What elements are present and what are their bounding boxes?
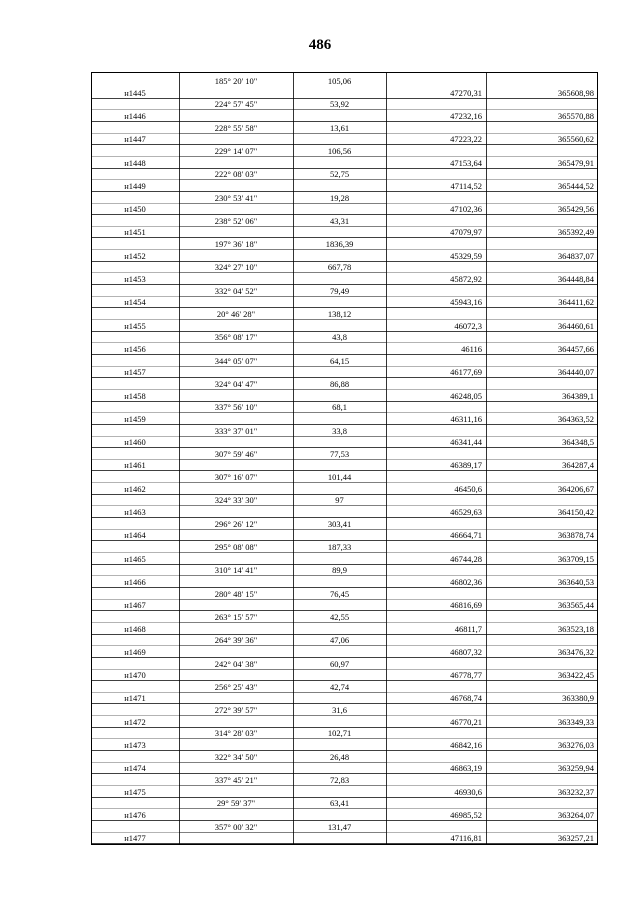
point-x-coordinate: 47114,52 (450, 180, 482, 191)
point-y-coordinate: 363257,21 (557, 833, 594, 844)
segment-distance: 53,92 (329, 99, 350, 110)
point-x-coordinate: 46389,17 (450, 460, 482, 471)
point-y-coordinate: 363259,94 (557, 763, 594, 774)
segment-distance: 43,31 (329, 215, 350, 226)
point-x-coordinate: 47232,16 (450, 110, 482, 121)
segment-angle: 230° 53' 41" (214, 192, 258, 203)
point-x-coordinate: 46450,6 (454, 483, 482, 494)
segment-distance: 106,56 (327, 145, 352, 156)
segment-distance: 101,44 (327, 472, 352, 483)
segment-distance: 72,83 (329, 775, 350, 785)
point-y-coordinate: 363640,53 (557, 576, 594, 587)
segment-distance: 303,41 (327, 518, 352, 529)
segment-distance: 60,97 (329, 658, 350, 669)
segment-distance: 102,71 (327, 728, 352, 739)
segment-distance: 138,12 (327, 309, 352, 319)
page-number: 486 (308, 37, 332, 53)
segment-angle: 295° 08' 08" (214, 542, 258, 552)
point-name: н1468 (124, 623, 146, 634)
segment-distance: 89,9 (332, 565, 347, 576)
point-x-coordinate: 47102,36 (450, 204, 482, 215)
point-name: н1459 (124, 413, 146, 424)
segment-distance: 47,06 (329, 635, 350, 646)
point-x-coordinate: 46768,74 (450, 693, 482, 704)
segment-distance: 43,8 (332, 332, 347, 343)
point-x-coordinate: 46985,52 (450, 809, 482, 820)
segment-angle: 229° 14' 07" (214, 145, 258, 156)
segment-angle: 224° 57' 45" (214, 99, 258, 110)
coordinate-table (91, 72, 598, 845)
point-name: н1470 (124, 670, 146, 681)
point-x-coordinate: 47270,31 (450, 87, 482, 98)
point-y-coordinate: 363523,18 (557, 623, 594, 634)
point-x-coordinate: 46807,32 (450, 646, 482, 657)
segment-angle: 333° 37' 01" (214, 425, 258, 436)
point-x-coordinate: 47153,64 (450, 157, 482, 168)
point-name: н1467 (124, 600, 146, 611)
point-y-coordinate: 364448,84 (557, 274, 594, 285)
segment-distance: 667,78 (327, 262, 352, 273)
point-x-coordinate: 46248,05 (450, 390, 482, 401)
point-y-coordinate: 364460,61 (557, 320, 594, 331)
point-name: н1457 (124, 367, 146, 378)
point-name: н1454 (124, 297, 146, 308)
point-x-coordinate: 46529,63 (450, 507, 482, 518)
segment-distance: 52,75 (329, 169, 350, 180)
point-name: н1462 (124, 483, 146, 494)
point-y-coordinate: 365429,56 (557, 204, 594, 215)
point-y-coordinate: 365479,91 (557, 157, 594, 168)
point-y-coordinate: 363276,03 (557, 740, 594, 751)
point-y-coordinate: 364457,66 (557, 343, 594, 354)
segment-distance: 1836,39 (325, 239, 354, 250)
point-name: н1460 (124, 437, 146, 448)
point-y-coordinate: 364348,5 (562, 437, 594, 448)
segment-angle: 307° 16' 07" (214, 472, 258, 483)
segment-angle: 357° 00' 32" (214, 821, 258, 832)
segment-distance: 76,45 (329, 588, 350, 599)
segment-angle: 324° 27' 10" (214, 262, 258, 273)
segment-angle: 337° 56' 10" (214, 402, 258, 413)
point-x-coordinate: 46842,16 (450, 740, 482, 751)
segment-distance: 42,74 (329, 681, 350, 692)
point-x-coordinate: 46930,6 (454, 786, 482, 797)
point-y-coordinate: 364206,67 (557, 483, 594, 494)
point-x-coordinate: 47116,81 (450, 833, 482, 844)
segment-distance: 86,88 (329, 378, 350, 389)
point-y-coordinate: 364150,42 (557, 507, 594, 518)
point-y-coordinate: 364440,07 (557, 367, 594, 378)
segment-distance: 105,06 (327, 76, 352, 86)
segment-distance: 42,55 (329, 611, 350, 622)
point-name: н1451 (124, 227, 146, 238)
point-name: н1456 (124, 343, 146, 354)
segment-distance: 97 (335, 495, 344, 506)
point-y-coordinate: 365570,88 (557, 110, 594, 121)
segment-angle: 332° 04' 52" (214, 285, 258, 296)
point-name: н1464 (124, 530, 146, 541)
point-name: н1449 (124, 180, 146, 191)
segment-angle: 29° 59' 37" (216, 798, 256, 809)
segment-distance: 79,49 (329, 285, 350, 296)
point-name: н1473 (124, 740, 146, 751)
point-name: н1450 (124, 204, 146, 215)
segment-distance: 131,47 (327, 821, 352, 832)
segment-angle: 197° 36' 18" (214, 239, 258, 250)
segment-angle: 256° 25' 43" (214, 681, 258, 692)
point-x-coordinate: 46802,36 (450, 576, 482, 587)
point-name: н1472 (124, 716, 146, 727)
point-x-coordinate: 46811,7 (454, 623, 482, 634)
point-y-coordinate: 363476,32 (557, 646, 594, 657)
segment-angle: 264° 39' 36" (214, 635, 258, 646)
point-y-coordinate: 363878,74 (557, 530, 594, 541)
point-x-coordinate: 45329,59 (450, 250, 482, 261)
point-y-coordinate: 365444,52 (557, 180, 594, 191)
segment-distance: 63,41 (329, 798, 350, 809)
point-y-coordinate: 363264,07 (557, 809, 594, 820)
segment-angle: 242° 04' 38" (214, 658, 258, 669)
segment-angle: 344° 05' 07" (214, 355, 258, 366)
segment-angle: 272° 39' 57" (214, 705, 258, 716)
point-name: н1476 (124, 809, 146, 820)
segment-angle: 337° 45' 21" (214, 775, 258, 785)
point-x-coordinate: 45943,16 (450, 297, 482, 308)
segment-angle: 310° 14' 41" (214, 565, 258, 576)
point-y-coordinate: 363565,44 (557, 600, 594, 611)
point-name: н1447 (124, 134, 146, 145)
point-name: н1445 (124, 87, 146, 98)
segment-angle: 263° 15' 57" (214, 611, 258, 622)
segment-distance: 187,33 (327, 542, 352, 552)
segment-angle: 314° 28' 03" (214, 728, 258, 739)
point-y-coordinate: 364287,4 (562, 460, 594, 471)
segment-angle: 307° 59' 46" (214, 448, 258, 459)
segment-angle: 356° 08' 17" (214, 332, 258, 343)
point-y-coordinate: 363232,37 (557, 786, 594, 797)
segment-angle: 20° 46' 28" (216, 309, 256, 319)
segment-distance: 68,1 (332, 402, 347, 413)
point-y-coordinate: 363422,45 (557, 670, 594, 681)
point-x-coordinate: 46177,69 (450, 367, 482, 378)
point-x-coordinate: 46816,69 (450, 600, 482, 611)
segment-angle: 296° 26' 12" (214, 518, 258, 529)
point-y-coordinate: 363349,33 (557, 716, 594, 727)
point-name: н1448 (124, 157, 146, 168)
segment-angle: 185° 20' 10" (214, 76, 258, 86)
point-name: н1453 (124, 274, 146, 285)
point-y-coordinate: 365608,98 (557, 87, 594, 98)
segment-angle: 324° 04' 47" (214, 378, 258, 389)
point-y-coordinate: 364411,62 (558, 297, 594, 308)
point-name: н1461 (124, 460, 146, 471)
segment-distance: 64,15 (329, 355, 350, 366)
point-y-coordinate: 365392,49 (557, 227, 594, 238)
segment-distance: 13,61 (329, 122, 350, 133)
point-y-coordinate: 363709,15 (557, 553, 594, 564)
point-x-coordinate: 46116 (461, 343, 482, 354)
segment-distance: 26,48 (329, 751, 350, 762)
segment-angle: 238° 52' 06" (214, 215, 258, 226)
segment-angle: 324° 33' 30" (214, 495, 258, 506)
point-name: н1477 (124, 833, 146, 844)
point-x-coordinate: 45872,92 (450, 274, 482, 285)
point-y-coordinate: 364363,52 (557, 413, 594, 424)
point-name: н1463 (124, 507, 146, 518)
point-x-coordinate: 46778,77 (450, 670, 482, 681)
point-name: н1469 (124, 646, 146, 657)
point-name: н1452 (124, 250, 146, 261)
point-x-coordinate: 46341,44 (450, 437, 482, 448)
segment-angle: 322° 34' 50" (214, 751, 258, 762)
segment-distance: 33,8 (332, 425, 347, 436)
point-x-coordinate: 46072,3 (454, 320, 482, 331)
segment-distance: 77,53 (329, 448, 350, 459)
point-name: н1474 (124, 763, 146, 774)
segment-angle: 222° 08' 03" (214, 169, 258, 180)
point-x-coordinate: 46664,71 (450, 530, 482, 541)
point-y-coordinate: 364837,07 (557, 250, 594, 261)
segment-distance: 31,6 (332, 705, 347, 716)
point-x-coordinate: 47223,22 (450, 134, 482, 145)
point-name: н1466 (124, 576, 146, 587)
point-x-coordinate: 46863,19 (450, 763, 482, 774)
point-name: н1455 (124, 320, 146, 331)
point-name: н1458 (124, 390, 146, 401)
point-y-coordinate: 365560,62 (557, 134, 594, 145)
point-name: н1446 (124, 110, 146, 121)
point-x-coordinate: 46744,28 (450, 553, 482, 564)
point-x-coordinate: 46311,16 (450, 413, 482, 424)
point-name: н1475 (124, 786, 146, 797)
point-x-coordinate: 46770,21 (450, 716, 482, 727)
point-x-coordinate: 47079,97 (450, 227, 482, 238)
segment-distance: 19,28 (329, 192, 350, 203)
segment-angle: 280° 48' 15" (214, 588, 258, 599)
point-name: н1465 (124, 553, 146, 564)
point-y-coordinate: 364389,1 (562, 390, 594, 401)
point-name: н1471 (124, 693, 146, 704)
segment-angle: 228° 55' 58" (214, 122, 258, 133)
point-y-coordinate: 363380,9 (562, 693, 594, 704)
